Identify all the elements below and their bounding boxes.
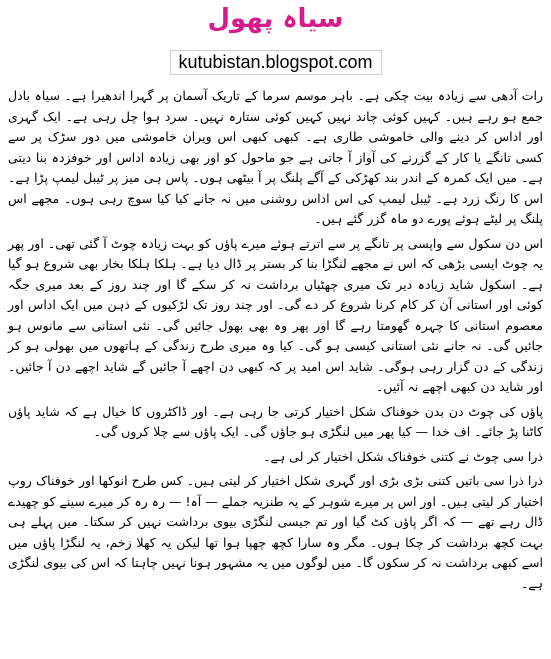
site-url[interactable]: kutubistan.blogspot.com [169, 50, 381, 75]
paragraph: اس دن سکول سے واپسی پر تانگے پر سے اترتے ہوئے میرے پاؤں کو بہت زیادہ چوٹ آ گئی تھی۔ اور پھر یہ چوٹ ایسی بڑھی کہ اس نے مجھے لنگڑا بنا کر بستر پر ڈال دیا ہے۔ ہلکا ہلکا بخار بھی شروع ہو گیا ہے۔ اسکول شاید زیادہ دیر تک میری چھٹیاں برداشت نہ کر سکے گا اور چند روز کے بعد میری جگہ کوئی اور استانی آن کر کام کرنا شروع کر دے گی۔ اور چند روز تک لڑکیوں کے ذہن میں ایک اداس اور معصوم استانی کا چہرہ گھومتا رہے گا اور پھر وہ بھی بھول جائیں گی۔ نئی استانی سے مانوس ہو جائیں گی۔ نہ جانے نئی استانی کیسی ہو گی۔ کیا وہ میری طرح زندگی کے ہاتھوں میں بھولی ہو کر زندگی کے دن گزار رہی ہوگی۔ شاید اس امید پر کہ کبھی دن اچھے آ جائیں گے شاید اچھے دن آ جائیں۔ اور شاید دن کبھی اچھے نہ آئیں۔ [8, 235, 543, 394]
document-body [8, 86, 543, 597]
paragraph: پاؤں کی چوٹ دن بدن خوفناک شکل اختیار کرتی جا رہی ہے۔ اور ڈاکٹروں کا خیال ہے کہ شاید پاؤں کاٹنا پڑ جائے۔ اف خدا — کیا پھر میں لنگڑی ہو جاؤں گی۔ ایک پاؤں سے چلا کروں گی۔ [8, 403, 543, 439]
paragraph: ذرا ذرا سی باتیں کتنی بڑی بڑی اور گہری شکل اختیار کر لیتی ہیں۔ کس طرح انوکھا اور خوفناک روپ اختیار کر لیتی ہیں۔ اور اس پر میرے شوہر کے یہ طنزیہ جملے — آہ! — رہ رہ کر میرے سینے کو چھیدے ڈال رہے تھے — کہ اگر پاؤں کٹ گیا اور تم جیسی لنگڑی بیوی برداشت نہیں کر سکتا۔ میں پہلے ہی بہت کچھ برداشت کر چکا ہوں۔ مگر وہ سارا کچھ چھپا ہوا تھا لیکن یہ کھلا زخم، یہ لنگڑا پاؤں میں اسے کبھی برداشت نہ کر سکوں گا۔ میں لوگوں میں یہ مشہور ہونا نہیں چاہتا کہ اس کی بیوی لنگڑی ہے۔ [8, 473, 543, 591]
paragraph: ذرا سی چوٹ نے کتنی خوفناک شکل اختیار کر لی ہے۔ [263, 448, 543, 464]
paragraph: رات آدھی سے زیادہ بیت چکی ہے۔ باہر موسم سرما کے تاریک آسمان پر گہرا اندھیرا ہے۔ سیاہ بادل جمع ہو رہے ہیں۔ کہیں کوئی چاند نہیں کہیں کوئی ستارہ نہیں۔ سرد ہوا چل رہی ہے۔ ایک گہری اور اداس کر دینے والی خاموشی طاری ہے۔ کبھی کبھی اس ویران خاموشی میں دور سڑک پر سے کسی تانگے یا کار کے گزرنے کی آواز آ جاتی ہے جو ماحول کو اور بھی زیادہ اداس اور خوفزدہ بنا دیتی ہے۔ میں ایک کمرہ کے اندر بند کھڑکی کے آگے پلنگ پر آ بیٹھی ہوں۔ پاس ہی میز پر ٹیبل لیمپ پڑا ہے۔ اس کا رنگ زرد ہے۔ ٹیبل لیمپ کی اس اداس روشنی میں نہ جانے کیا کیا سوچ رہی ہوں۔ مجھے اس پلنگ پر لیٹے ہوئے پورے دو ماہ گزر گئے ہیں۔ [8, 88, 543, 226]
document-title: سیاہ پھول [207, 4, 344, 34]
